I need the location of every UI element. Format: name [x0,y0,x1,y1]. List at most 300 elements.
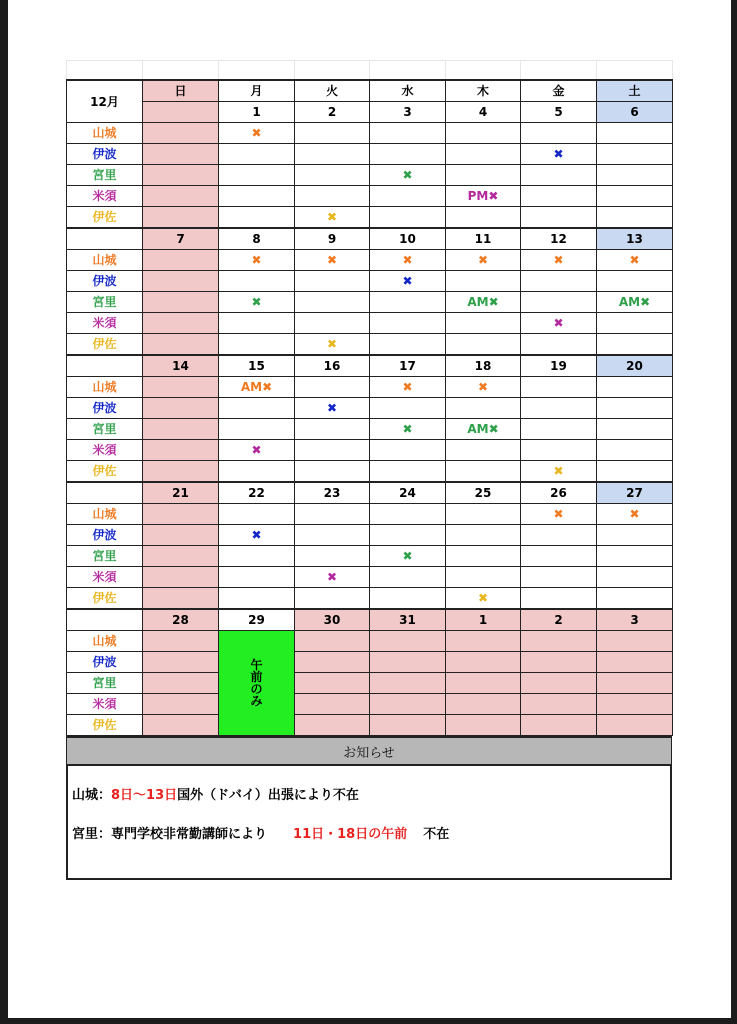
noon-only-char: 前 [250,670,263,684]
absence-mark [143,461,219,483]
absence-mark [295,588,370,610]
weekday-3: 水 [370,80,446,102]
noon-only-char: み [250,694,263,708]
person-name: 宮里 [67,165,143,186]
person-name: 伊佐 [67,588,143,610]
absence-mark [143,144,219,165]
person-name: 宮里 [67,419,143,440]
date-cell: 15 [219,355,295,377]
person-name: 伊波 [67,144,143,165]
sheet-grid-cell [597,61,673,81]
person-name: 伊波 [67,271,143,292]
absence-mark [370,144,446,165]
absence-mark [295,715,370,736]
person-row [67,250,673,271]
absence-mark [597,377,673,398]
person-name: 山城 [67,631,143,652]
absence-mark [446,567,521,588]
absence-mark [219,334,295,356]
date-row-spacer [67,609,143,631]
absence-mark: ✖ [370,377,446,398]
weekday-0: 日 [143,80,219,102]
noon-only-cell [219,631,295,736]
absence-mark [597,419,673,440]
absence-mark: ✖ [370,271,446,292]
absence-mark: ✖ [219,292,295,313]
absence-mark [219,186,295,207]
absence-mark [521,525,597,546]
absence-mark: ✖ [446,377,521,398]
date-row [67,228,673,250]
weekday-4: 木 [446,80,521,102]
person-row [67,588,673,610]
date-cell: 6 [597,102,673,123]
date-cell: 2 [521,609,597,631]
absence-mark [521,588,597,610]
absence-mark [597,186,673,207]
notice-line-yamashiro [72,784,359,803]
notice-line2-name: 宮里： [72,827,112,842]
absence-mark [295,419,370,440]
person-name: 伊佐 [67,334,143,356]
person-row [67,504,673,525]
absence-mark: AM✖ [219,377,295,398]
weekday-header-row [67,80,673,102]
date-cell: 24 [370,482,446,504]
date-cell: 27 [597,482,673,504]
sheet-grid-cell [219,61,295,81]
screen-frame-left [0,0,8,1024]
date-cell: 23 [295,482,370,504]
absence-mark: ✖ [597,250,673,271]
absence-mark [597,334,673,356]
person-row [67,673,673,694]
date-cell: 3 [597,609,673,631]
date-cell: 21 [143,482,219,504]
absence-mark [446,652,521,673]
absence-mark [219,588,295,610]
sheet-grid-cell [370,61,446,81]
absence-mark [370,652,446,673]
absence-mark [295,123,370,144]
absence-mark [143,313,219,334]
date-cell: 16 [295,355,370,377]
absence-mark [597,440,673,461]
date-cell: 26 [521,482,597,504]
person-row [67,144,673,165]
date-cell: 22 [219,482,295,504]
absence-mark [143,525,219,546]
person-name: 伊佐 [67,207,143,229]
absence-mark [370,440,446,461]
absence-mark [521,398,597,419]
person-row [67,546,673,567]
absence-mark [597,271,673,292]
absence-mark [295,525,370,546]
absence-mark: ✖ [219,525,295,546]
absence-mark [521,377,597,398]
person-row [67,165,673,186]
date-cell: 12 [521,228,597,250]
sheet-grid-cell [295,61,370,81]
absence-mark [295,546,370,567]
absence-mark [143,377,219,398]
absence-mark: PM✖ [446,186,521,207]
absence-mark [521,334,597,356]
absence-mark: ✖ [370,165,446,186]
absence-mark [370,504,446,525]
date-cell: 17 [370,355,446,377]
absence-mark [521,419,597,440]
date-cell: 18 [446,355,521,377]
absence-mark [521,673,597,694]
absence-mark [219,546,295,567]
absence-mark [143,419,219,440]
absence-mark [143,123,219,144]
date-row [67,609,673,631]
sheet-grid-cell [521,61,597,81]
person-row [67,207,673,229]
absence-mark [521,207,597,229]
date-cell: 5 [521,102,597,123]
absence-mark [143,715,219,736]
date-cell: 2 [295,102,370,123]
absence-mark [143,588,219,610]
absence-mark [446,631,521,652]
absence-mark [143,334,219,356]
absence-mark [143,250,219,271]
person-row [67,271,673,292]
absence-mark [597,123,673,144]
notice-line1-name: 山城： [72,788,112,803]
date-row-spacer [67,228,143,250]
person-name: 米須 [67,440,143,461]
schedule-calendar [66,60,673,736]
absence-mark [597,673,673,694]
date-row [67,355,673,377]
absence-mark: ✖ [370,546,446,567]
absence-mark: ✖ [295,207,370,229]
date-cell [143,102,219,123]
date-row-spacer [67,355,143,377]
absence-mark [521,652,597,673]
screen-frame-right [731,0,737,1024]
absence-mark [295,313,370,334]
weekday-1: 月 [219,80,295,102]
absence-mark [370,673,446,694]
absence-mark [521,546,597,567]
person-row [67,123,673,144]
absence-mark: ✖ [295,567,370,588]
absence-mark [295,377,370,398]
notice-line2-text: 専門学校非常勤講師により [111,827,268,842]
absence-mark [219,504,295,525]
absence-mark [295,461,370,483]
person-row [67,334,673,356]
absence-mark [143,398,219,419]
absence-mark: ✖ [370,250,446,271]
absence-mark [143,652,219,673]
absence-mark [597,546,673,567]
absence-mark [295,292,370,313]
date-cell: 14 [143,355,219,377]
date-cell: 8 [219,228,295,250]
absence-mark [597,144,673,165]
absence-mark [446,207,521,229]
absence-mark [143,440,219,461]
person-name: 山城 [67,504,143,525]
absence-mark [521,694,597,715]
absence-mark: ✖ [521,250,597,271]
person-name: 宮里 [67,546,143,567]
absence-mark [219,567,295,588]
absence-mark [143,546,219,567]
absence-mark [446,313,521,334]
date-cell: 25 [446,482,521,504]
date-cell: 3 [370,102,446,123]
absence-mark: AM✖ [597,292,673,313]
absence-mark [597,165,673,186]
month-label: 12月 [67,80,143,123]
absence-mark [143,694,219,715]
absence-mark [446,694,521,715]
absence-mark [446,144,521,165]
noon-only-char: 午 [250,658,263,672]
absence-mark: ✖ [446,250,521,271]
absence-mark [521,165,597,186]
date-cell: 20 [597,355,673,377]
absence-mark [219,419,295,440]
absence-mark [370,631,446,652]
person-name: 伊波 [67,525,143,546]
absence-mark [446,165,521,186]
absence-mark [143,631,219,652]
absence-mark [219,144,295,165]
schedule-sheet [66,60,672,880]
person-row [67,419,673,440]
date-cell: 4 [446,102,521,123]
absence-mark [446,525,521,546]
sheet-grid-cell [446,61,521,81]
absence-mark [446,398,521,419]
absence-mark [295,631,370,652]
absence-mark [370,207,446,229]
absence-mark [370,398,446,419]
absence-mark [219,165,295,186]
absence-mark [219,207,295,229]
date-row [67,102,673,123]
person-row [67,313,673,334]
absence-mark [446,546,521,567]
notice-body [66,765,672,880]
absence-mark [370,334,446,356]
absence-mark [597,631,673,652]
person-name: 伊佐 [67,461,143,483]
absence-mark [597,715,673,736]
absence-mark [370,588,446,610]
absence-mark: ✖ [219,123,295,144]
absence-mark [370,313,446,334]
absence-mark [446,715,521,736]
absence-mark [446,673,521,694]
notice-line2-highlight: 11日・18日の午前 [293,827,408,842]
weekday-6: 土 [597,80,673,102]
absence-mark: ✖ [521,461,597,483]
person-name: 宮里 [67,673,143,694]
absence-mark [295,652,370,673]
person-row [67,292,673,313]
screen-frame-bottom [0,1018,737,1024]
absence-mark: ✖ [219,440,295,461]
absence-mark [446,461,521,483]
person-name: 山城 [67,123,143,144]
absence-mark [370,461,446,483]
notice-line2-rest: 不在 [423,827,450,842]
absence-mark [143,673,219,694]
date-cell: 1 [446,609,521,631]
absence-mark: ✖ [521,504,597,525]
person-name: 伊波 [67,652,143,673]
absence-mark [521,715,597,736]
person-row [67,440,673,461]
absence-mark [295,271,370,292]
notice-line1-highlight: 8日～13日 [111,788,178,803]
absence-mark: ✖ [521,313,597,334]
absence-mark: ✖ [295,398,370,419]
date-cell: 13 [597,228,673,250]
date-row-spacer [67,482,143,504]
absence-mark [219,398,295,419]
date-row [67,482,673,504]
absence-mark [597,525,673,546]
person-row [67,525,673,546]
person-name: 伊波 [67,398,143,419]
person-row [67,567,673,588]
absence-mark [143,567,219,588]
absence-mark: AM✖ [446,419,521,440]
person-name: 山城 [67,377,143,398]
absence-mark: ✖ [597,504,673,525]
absence-mark [521,440,597,461]
absence-mark [597,567,673,588]
absence-mark: ✖ [446,588,521,610]
absence-mark [446,504,521,525]
date-cell: 31 [370,609,446,631]
date-cell: 10 [370,228,446,250]
absence-mark [446,271,521,292]
absence-mark [295,144,370,165]
date-cell: 9 [295,228,370,250]
date-cell: 11 [446,228,521,250]
person-name: 米須 [67,186,143,207]
sheet-grid-cell [67,61,143,81]
absence-mark [370,292,446,313]
absence-mark [143,186,219,207]
notice-line1-rest: 国外（ドバイ）出張により不在 [177,788,359,803]
absence-mark [219,271,295,292]
date-cell: 30 [295,609,370,631]
absence-mark [143,165,219,186]
absence-mark [295,440,370,461]
absence-mark [446,440,521,461]
absence-mark [597,313,673,334]
date-cell: 7 [143,228,219,250]
person-row [67,377,673,398]
person-name: 伊佐 [67,715,143,736]
absence-mark [143,207,219,229]
notice-line-miyazato [72,823,449,842]
absence-mark: ✖ [370,419,446,440]
absence-mark [521,123,597,144]
weekday-2: 火 [295,80,370,102]
absence-mark [143,504,219,525]
person-name: 宮里 [67,292,143,313]
absence-mark [370,525,446,546]
person-name: 米須 [67,567,143,588]
absence-mark: ✖ [219,250,295,271]
absence-mark [219,313,295,334]
person-name: 米須 [67,694,143,715]
person-row [67,652,673,673]
person-row [67,715,673,736]
absence-mark: ✖ [521,144,597,165]
absence-mark [521,186,597,207]
date-cell: 29 [219,609,295,631]
absence-mark [597,694,673,715]
absence-mark [370,694,446,715]
absence-mark [295,673,370,694]
person-row [67,631,673,652]
absence-mark [143,292,219,313]
notice-header [66,736,672,765]
absence-mark [295,165,370,186]
person-row [67,461,673,483]
person-row [67,186,673,207]
weekday-5: 金 [521,80,597,102]
absence-mark [295,694,370,715]
absence-mark [597,398,673,419]
absence-mark [446,334,521,356]
absence-mark [370,186,446,207]
person-name: 米須 [67,313,143,334]
absence-mark [370,123,446,144]
absence-mark [370,567,446,588]
noon-only-char: の [250,682,263,696]
absence-mark [446,123,521,144]
notice-title: お知らせ [343,745,395,761]
person-row [67,398,673,419]
absence-mark [295,504,370,525]
date-cell: 19 [521,355,597,377]
absence-mark [597,207,673,229]
absence-mark: ✖ [295,250,370,271]
date-cell: 28 [143,609,219,631]
absence-mark: AM✖ [446,292,521,313]
person-row [67,694,673,715]
absence-mark [597,588,673,610]
absence-mark [597,652,673,673]
absence-mark [219,461,295,483]
date-cell: 1 [219,102,295,123]
absence-mark [295,186,370,207]
absence-mark [597,461,673,483]
absence-mark [521,292,597,313]
absence-mark [143,271,219,292]
person-name: 山城 [67,250,143,271]
absence-mark [521,271,597,292]
sheet-grid-cell [143,61,219,81]
absence-mark [521,631,597,652]
